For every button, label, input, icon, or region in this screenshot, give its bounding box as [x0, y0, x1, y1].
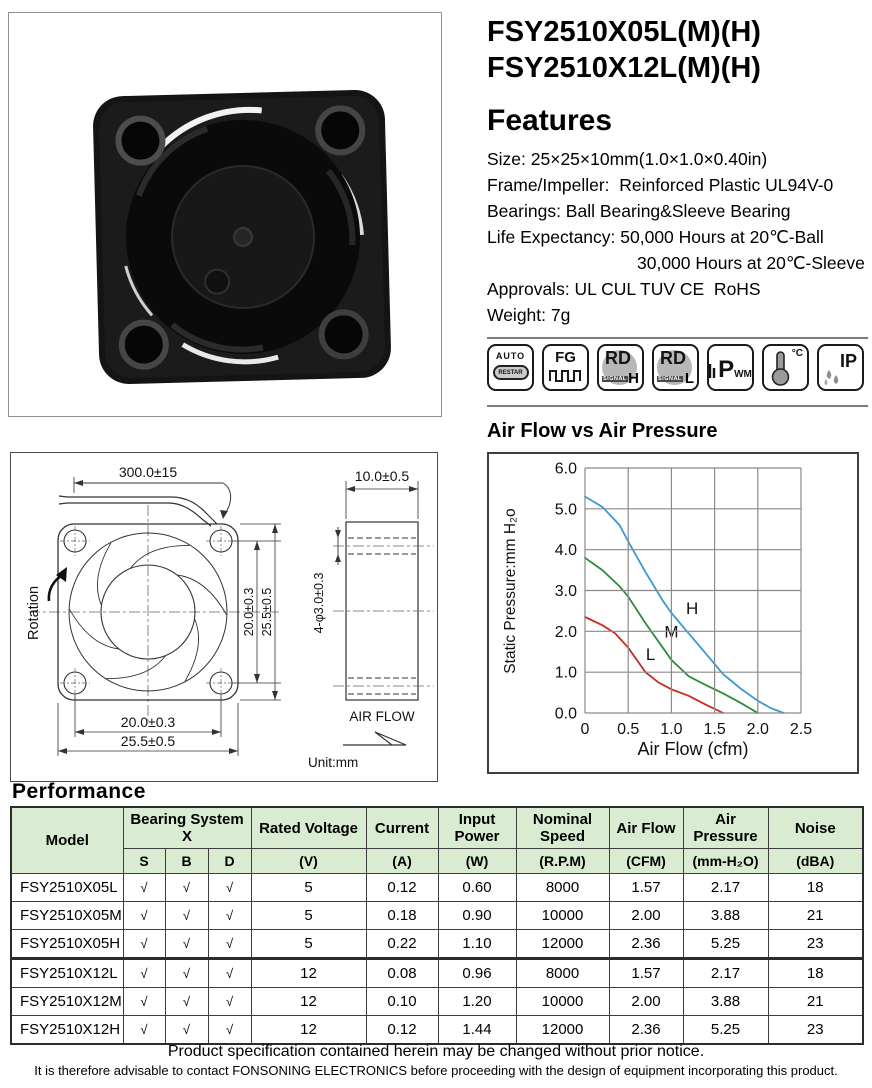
col-unit-1: (A)	[366, 849, 438, 874]
cell-value: 0.08	[366, 959, 438, 988]
cell-bearing-check: √	[123, 930, 165, 959]
cell-value: 0.60	[438, 874, 516, 902]
chart-title: Air Flow vs Air Pressure	[487, 420, 718, 442]
model-titles	[487, 14, 868, 86]
blade-line	[177, 575, 227, 615]
footer-line-2: It is therefore advisable to contact FONSONING ELECTRONICS before proceeding with the design of equipment incorporating this product.	[34, 1063, 838, 1078]
col-unit-2: (W)	[438, 849, 516, 874]
x-tick-label: 0.5	[617, 721, 640, 738]
performance-heading: Performance	[12, 780, 146, 803]
divider-top	[487, 337, 868, 339]
cell-value: 10000	[516, 988, 609, 1016]
dim-thickness: 10.0±0.5	[354, 468, 410, 484]
cell-value: 0.18	[366, 902, 438, 930]
dim-width-outer: 25.5±0.5	[120, 733, 176, 749]
pwm-steps-glyph	[709, 362, 718, 380]
cell-value: 21	[768, 988, 863, 1016]
cell-value: 18	[768, 874, 863, 902]
product-photo	[10, 13, 440, 414]
grade-l-label: L	[684, 370, 694, 387]
cell-model: FSY2510X12H	[11, 1016, 123, 1045]
ip-icon	[817, 344, 864, 391]
temperature-icon	[762, 344, 809, 391]
pwm-p-label: P	[718, 356, 735, 383]
model-title-2: FSY2510X12L(M)(H)	[487, 52, 761, 84]
cell-bearing-check: √	[208, 902, 251, 930]
cell-value: 5	[251, 902, 366, 930]
cell-model: FSY2510X05H	[11, 930, 123, 959]
col-unit-5: (mm-H₂O)	[683, 849, 768, 874]
y-tick-label: 3.0	[554, 583, 577, 600]
cell-value: 18	[768, 959, 863, 988]
divider-bottom	[487, 405, 868, 407]
cell-bearing-check: √	[123, 874, 165, 902]
cell-value: 12	[251, 988, 366, 1016]
dimension-drawing	[11, 453, 436, 780]
col-unit-0: (V)	[251, 849, 366, 874]
col-header-4: Air Flow	[609, 807, 683, 849]
cell-model: FSY2510X12M	[11, 988, 123, 1016]
cell-value: 0.12	[366, 874, 438, 902]
cell-bearing-check: √	[165, 1016, 208, 1045]
signal-label: SIGNAL	[658, 376, 682, 382]
table-row	[11, 874, 863, 902]
cell-value: 5	[251, 874, 366, 902]
dimension-drawing-panel	[10, 452, 438, 782]
features-heading: Features	[487, 104, 613, 137]
dim-height-outer: 25.5±0.5	[260, 587, 274, 637]
celsius-label: °C	[791, 348, 803, 359]
series-label-h: H	[685, 599, 699, 619]
rd-label: RD	[660, 348, 686, 368]
y-tick-label: 2.0	[554, 623, 577, 641]
cell-bearing-check: √	[123, 988, 165, 1016]
auto-label: AUTO	[495, 351, 526, 361]
cell-value: 2.17	[683, 959, 768, 988]
chart-panel	[487, 452, 859, 774]
col-header-1: Current	[366, 807, 438, 849]
feature-approvals: Approvals: UL CUL TUV CE RoHS	[487, 279, 761, 299]
col-header-2: Input Power	[438, 807, 516, 849]
signal-label: SIGNAL	[603, 376, 627, 382]
table-row	[11, 959, 863, 988]
cell-value: 23	[768, 1016, 863, 1045]
series-label-l: L	[645, 644, 656, 664]
cell-bearing-check: √	[208, 959, 251, 988]
pwm-icon	[707, 344, 754, 391]
footer-line-1: Product specification contained herein may be changed without prior notice.	[167, 1043, 705, 1060]
cell-value: 2.00	[609, 902, 683, 930]
restart-button-glyph	[493, 365, 529, 380]
cell-model: FSY2510X05M	[11, 902, 123, 930]
auto-restart-icon	[487, 344, 534, 391]
airflow-label: AIR FLOW	[349, 709, 415, 724]
feature-frame: Frame/Impeller: Reinforced Plastic UL94V-0	[487, 175, 834, 195]
y-tick-label: 6.0	[554, 460, 577, 478]
cell-value: 23	[768, 930, 863, 959]
col-unit-3: (R.P.M)	[516, 849, 609, 874]
cell-model: FSY2510X12L	[11, 959, 123, 988]
cell-value: 0.90	[438, 902, 516, 930]
feature-life-1: Life Expectancy: 50,000 Hours at 20℃-Ball	[487, 227, 824, 247]
cell-value: 8000	[516, 959, 609, 988]
airflow-arrow-glyph	[343, 732, 406, 745]
fg-signal-icon	[542, 344, 589, 391]
y-tick-label: 0.0	[554, 705, 577, 723]
cell-value: 5.25	[683, 1016, 768, 1045]
feature-life-2: 30,000 Hours at 20℃-Sleeve	[637, 253, 865, 273]
cell-bearing-check: √	[165, 902, 208, 930]
cell-bearing-check: √	[123, 902, 165, 930]
cell-value: 1.57	[609, 874, 683, 902]
col-subheader-bearing-d: D	[208, 849, 251, 874]
cell-bearing-check: √	[165, 874, 208, 902]
fg-label: FG	[555, 349, 576, 366]
col-header-6: Noise	[768, 807, 863, 849]
x-tick-label: 1.0	[660, 721, 683, 738]
feature-size: Size: 25×25×10mm(1.0×1.0×0.40in)	[487, 149, 768, 169]
series-label-m: M	[664, 622, 679, 642]
feature-bearings: Bearings: Ball Bearing&Sleeve Bearing	[487, 201, 791, 221]
product-photo-frame	[8, 12, 442, 417]
cell-value: 1.44	[438, 1016, 516, 1045]
x-tick-label: 0	[580, 721, 590, 738]
cell-value: 12000	[516, 930, 609, 959]
table-row	[11, 902, 863, 930]
cell-value: 1.20	[438, 988, 516, 1016]
blade-line	[130, 545, 189, 568]
feature-weight: Weight: 7g	[487, 305, 571, 325]
col-header-model: Model	[11, 807, 123, 874]
cell-bearing-check: √	[208, 930, 251, 959]
cell-bearing-check: √	[123, 1016, 165, 1045]
restart-label: RESTAR	[498, 369, 523, 376]
cell-value: 8000	[516, 874, 609, 902]
cell-value: 10000	[516, 902, 609, 930]
cell-value: 0.22	[366, 930, 438, 959]
footer-notice	[0, 1042, 872, 1080]
features-section	[487, 104, 872, 328]
cell-value: 0.10	[366, 988, 438, 1016]
cell-bearing-check: √	[165, 988, 208, 1016]
dim-height-inner: 20.0±0.3	[242, 587, 256, 637]
cell-bearing-check: √	[165, 930, 208, 959]
cell-value: 21	[768, 902, 863, 930]
cell-bearing-check: √	[208, 1016, 251, 1045]
rd-signal-l-icon	[652, 344, 699, 391]
dim-wire-length: 300.0±15	[118, 464, 178, 480]
x-tick-label: 2.0	[746, 721, 769, 738]
col-subheader-bearing-s: S	[123, 849, 165, 874]
cell-bearing-check: √	[165, 959, 208, 988]
cell-bearing-check: √	[208, 988, 251, 1016]
col-header-0: Rated Voltage	[251, 807, 366, 849]
airflow-pressure-chart	[489, 454, 857, 772]
grade-h-label: H	[628, 370, 639, 387]
cell-value: 12	[251, 959, 366, 988]
feature-icons-row	[487, 344, 868, 391]
col-header-5: Air Pressure	[683, 807, 768, 849]
cell-value: 0.12	[366, 1016, 438, 1045]
cell-value: 3.88	[683, 988, 768, 1016]
cell-value: 3.88	[683, 902, 768, 930]
cell-value: 0.96	[438, 959, 516, 988]
x-tick-label: 1.5	[703, 721, 726, 738]
col-header-3: Nominal Speed	[516, 807, 609, 849]
series-curve-h	[585, 497, 784, 713]
model-title-1: FSY2510X05L(M)(H)	[487, 16, 761, 48]
cell-value: 2.17	[683, 874, 768, 902]
cell-bearing-check: √	[208, 874, 251, 902]
cell-value: 1.57	[609, 959, 683, 988]
pwm-wm-label: WM	[734, 369, 752, 380]
col-unit-6: (dBA)	[768, 849, 863, 874]
col-header-bearing-system: Bearing System X	[123, 807, 251, 849]
cell-bearing-check: √	[123, 959, 165, 988]
cell-value: 12	[251, 1016, 366, 1045]
cell-value: 1.10	[438, 930, 516, 959]
cell-model: FSY2510X05L	[11, 874, 123, 902]
cell-value: 5	[251, 930, 366, 959]
performance-table	[10, 806, 864, 1045]
blade-line	[70, 609, 120, 649]
cell-value: 12000	[516, 1016, 609, 1045]
col-subheader-bearing-b: B	[165, 849, 208, 874]
dim-mounting-holes: 4-φ3.0±0.3	[312, 572, 326, 634]
table-row	[11, 988, 863, 1016]
chart-x-axis-label: Air Flow (cfm)	[637, 739, 749, 759]
cell-value: 2.00	[609, 988, 683, 1016]
rotation-label: Rotation	[26, 585, 42, 641]
table-row	[11, 1016, 863, 1045]
rd-signal-h-icon	[597, 344, 644, 391]
chart-y-axis-label: Static Pressure:mm H₂o	[502, 508, 519, 674]
rd-label: RD	[605, 348, 631, 368]
blade-line	[106, 656, 165, 679]
col-unit-4: (CFM)	[609, 849, 683, 874]
table-row	[11, 930, 863, 959]
cell-value: 5.25	[683, 930, 768, 959]
unit-label: Unit:mm	[308, 755, 359, 770]
cell-value: 2.36	[609, 1016, 683, 1045]
square-wave-glyph	[549, 368, 583, 383]
y-tick-label: 1.0	[554, 664, 577, 682]
x-tick-label: 2.5	[789, 721, 813, 738]
cell-value: 2.36	[609, 930, 683, 959]
y-tick-label: 5.0	[554, 501, 577, 519]
ip-label: IP	[839, 351, 857, 371]
y-tick-label: 4.0	[554, 542, 577, 560]
dim-width-inner: 20.0±0.3	[120, 714, 176, 730]
